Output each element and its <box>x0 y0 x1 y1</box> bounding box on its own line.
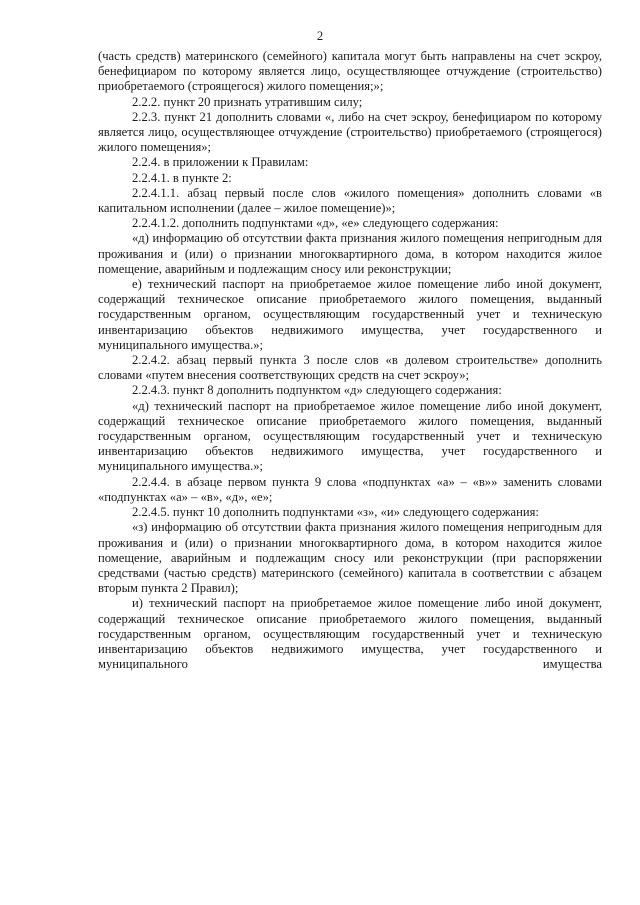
paragraph: и) технический паспорт на приобретаемое жилое помещение либо иной документ, содержащий техническое описание приобретаемого жилого помещения, выданный государственным органом, осуществляющим государственный учет и техническую инвентаризацию объектов недвижимого имущества, учет государственного и муниципального имущества <box>98 596 602 672</box>
paragraph: 2.2.4. в приложении к Правилам: <box>132 155 309 170</box>
paragraph: 2.2.4.2. абзац первый пункта 3 после слов «в долевом строительстве» дополнить словами «путем внесения соответствующих средств на счет эскроу»; <box>98 353 602 383</box>
paragraph: е) технический паспорт на приобретаемое жилое помещение либо иной документ, содержащий техническое описание приобретаемого жилого помещения, выданный государственным органом, осуществляющим государственный учет и техническую инвентаризацию объектов недвижимого имущества, учет государственного и муниципального имущества.»; <box>98 277 602 352</box>
paragraph: «з) информацию об отсутствии факта признания жилого помещения непригодным для проживания и (или) о признании многоквартирного дома, в котором находится жилое помещение, аварийным и подлежащим сносу или реконструкции (при распоряжении средствами (частью средств) материнского (семейного) капитала в соответствии с абзацем вторым пункта 2 Правил); <box>98 520 602 596</box>
paragraph: 2.2.4.4. в абзаце первом пункта 9 слова «подпунктах «а» – «в»» заменить словами «подпунктах «а» – «в», «д», «е»; <box>98 474 602 504</box>
paragraph: 2.2.4.1.1. абзац первый после слов «жилого помещения» дополнить словами «в капитальном исполнении (далее – жилое помещение)»; <box>98 185 602 216</box>
paragraph: 2.2.2. пункт 20 признать утратившим силу; <box>132 94 363 109</box>
document-body <box>98 49 602 672</box>
paragraph: 2.2.4.3. пункт 8 дополнить подпунктом «д» следующего содержания: <box>132 383 502 398</box>
paragraph: 2.2.4.5. пункт 10 дополнить подпунктами «з», «и» следующего содержания: <box>132 505 539 520</box>
paragraph: 2.2.3. пункт 21 дополнить словами «, либо на счет эскроу, бенефициаром по которому является лицо, осуществляющее отчуждение (строительство) приобретаемого (строящегося) жилого помещения»; <box>98 109 602 155</box>
paragraph: «д) технический паспорт на приобретаемое жилое помещение либо иной документ, содержащий техническое описание приобретаемого жилого помещения, выданный государственным органом, осуществляющим государственный учет и техническую инвентаризацию объектов недвижимого имущества, учет государственного и муниципального имущества.»; <box>98 398 602 474</box>
paragraph: 2.2.4.1. в пункте 2: <box>132 170 232 185</box>
paragraph: (часть средств) материнского (семейного) капитала могут быть направлены на счет эскроу, бенефициаром по которому является лицо, осуществляющее отчуждение (строительство) приобретаемого (строящегося) жилого помещения;»; <box>98 49 602 94</box>
paragraph: 2.2.4.1.2. дополнить подпунктами «д», «е» следующего содержания: <box>132 216 499 231</box>
page-number: 2 <box>316 29 324 43</box>
paragraph: «д) информацию об отсутствии факта признания жилого помещения непригодным для проживания и (или) о признании многоквартирного дома, в котором находится жилое помещение, аварийным и подлежащим сносу или реконструкции; <box>98 231 602 276</box>
